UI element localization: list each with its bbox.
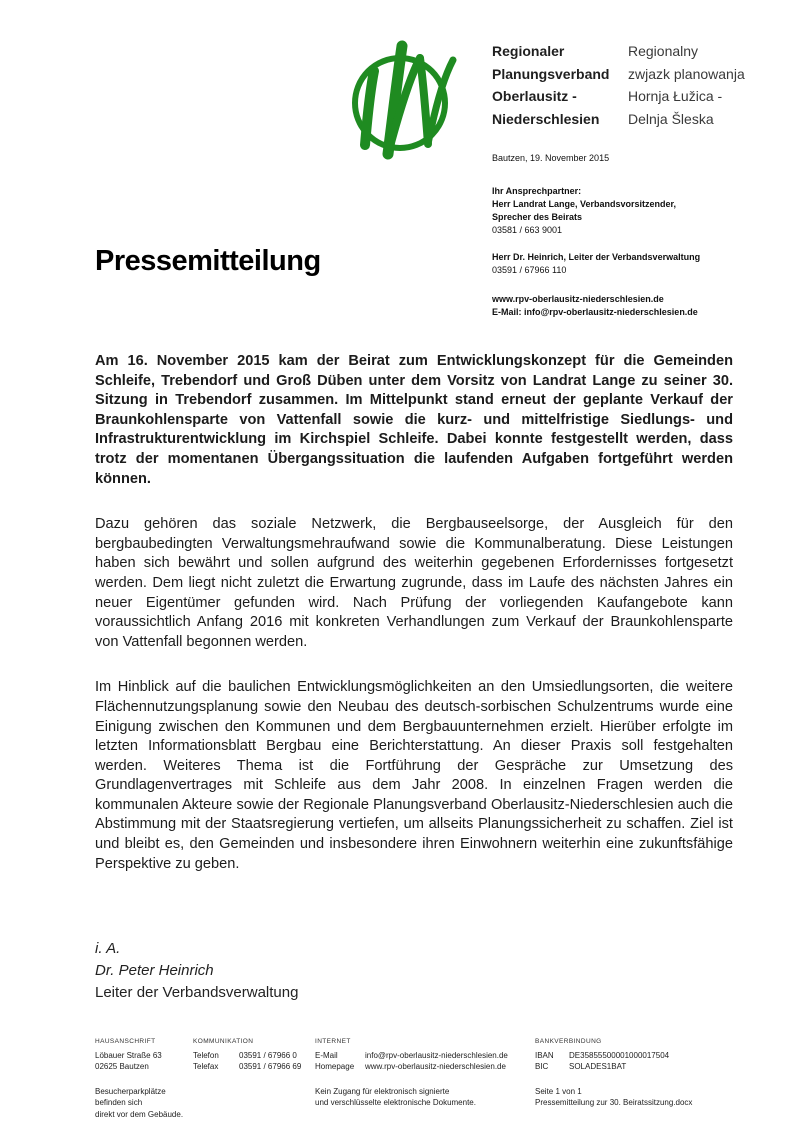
footer-bic-row bbox=[535, 1061, 765, 1073]
footer-email-value: info@rpv-oberlausitz-niederschlesien.de bbox=[365, 1050, 508, 1060]
footer-phone-key: Telefon bbox=[193, 1050, 219, 1060]
contact-person1-phone: 03581 / 663 9001 bbox=[492, 225, 563, 235]
page-title: Pressemitteilung bbox=[95, 245, 321, 277]
contact-person2-role: Herr Dr. Heinrich, Leiter der Verbandsverwaltung bbox=[492, 252, 701, 262]
footer-homepage-key: Homepage bbox=[315, 1062, 355, 1071]
footer-fax-row bbox=[193, 1061, 311, 1073]
email-address: E-Mail: info@rpv-oberlausitz-niederschlesien.de bbox=[492, 307, 698, 317]
footer-iban-row bbox=[535, 1050, 765, 1062]
footer-address-city: 02625 Bautzen bbox=[95, 1062, 149, 1071]
footer-email-key: E-Mail bbox=[315, 1050, 338, 1060]
org-sb-line: Regionalny bbox=[628, 43, 699, 59]
footer-homepage-value: www.rpv-oberlausitz-niederschlesien.de bbox=[365, 1062, 506, 1071]
org-de-line: Regionaler bbox=[492, 43, 565, 59]
footer-bank bbox=[535, 1036, 765, 1109]
footer-communication bbox=[193, 1036, 311, 1073]
paragraph-1: Am 16. November 2015 kam der Beirat zum Entwicklungskonzept für die Gemeinden Schleife, Trebendorf und Groß Düben unter dem Vorsitz von Landrat Lange zu seiner 30. Sitzung in Trebendorf zusammen. Im Mittelpunkt stand erneut der geplante Verkauf der Braunkohlensparte von Vattenfall sowie die kurz- und mittelfristige Siedlungs- und Infrastrukturentwicklung im Kirchspiel Schleife. Dabei konnte festgestellt werden, dass trotz der momentanen Übergangssituation die laufenden Aufgaben fortgeführt werden können. bbox=[95, 353, 733, 487]
footer-address-street: Löbauer Straße 63 bbox=[95, 1050, 162, 1060]
org-de-line: Planungsverband bbox=[492, 65, 610, 82]
footer-phone-value: 03591 / 67966 0 bbox=[239, 1050, 297, 1060]
footer-fax-value: 03591 / 67966 69 bbox=[239, 1062, 302, 1071]
org-name-sorbian bbox=[628, 40, 745, 130]
org-de-line: Niederschlesien bbox=[492, 110, 600, 127]
paragraph-2: Dazu gehören das soziale Netzwerk, die Bergbauseelsorge, der Ausgleich für den bergbaubedingten Verwaltungsmehraufwand sowie die Kommunalberatung. Diese Leistungen haben sich bewährt und sollen aufgrund des weiterhin gegebenen Erfordernisses fortgesetzt werden. Dem liegt nicht zuletzt die Erwartung zugrunde, dass im Laufe des nächsten Jahres ein neuer Eigentümer gefunden wird. Nach Prüfung der vorliegenden Kaufangebote kann voraussichtlich Anfang 2016 mit konkreten Verhandlungen zum Verkauf der Braunkohlensparte von Vattenfall begonnen werden. bbox=[95, 516, 733, 650]
footer-phone-row bbox=[193, 1050, 311, 1062]
footer-address-note-line: direkt vor dem Gebäude. bbox=[95, 1109, 184, 1119]
org-sb-line: zwjazk planowanja bbox=[628, 65, 745, 82]
footer-iban-key: IBAN bbox=[535, 1050, 554, 1060]
footer-bank-label: BANKVERBINDUNG bbox=[535, 1038, 602, 1045]
contact-person1-role2: Sprecher des Beirats bbox=[492, 212, 583, 222]
footer-internet bbox=[315, 1036, 530, 1109]
contact-person1-role: Herr Landrat Lange, Verbandsvorsitzender, bbox=[492, 199, 677, 209]
footer-internet-note-line: und verschlüsselte elektronische Dokumente. bbox=[315, 1098, 476, 1107]
footer-internet-note-line: Kein Zugang für elektronisch signierte bbox=[315, 1086, 450, 1096]
body-text bbox=[95, 352, 733, 900]
dateline: Bautzen, 19. November 2015 bbox=[492, 153, 610, 163]
footer-document-filename: Pressemitteilung zur 30. Beiratssitzung.docx bbox=[535, 1098, 693, 1107]
footer-bic-value: SOLADES1BAT bbox=[569, 1062, 627, 1071]
footer-address-label: HAUSANSCHRIFT bbox=[95, 1038, 156, 1045]
footer-communication-label: KOMMUNIKATION bbox=[193, 1038, 254, 1045]
footer-internet-note bbox=[315, 1086, 530, 1109]
signature-role: Leiter der Verbandsverwaltung bbox=[95, 984, 299, 1001]
contact-person2-phone: 03591 / 67966 110 bbox=[492, 265, 567, 275]
footer-address bbox=[95, 1036, 190, 1120]
footer-iban-value: DE35855500001000017504 bbox=[569, 1050, 670, 1060]
signature-name: Dr. Peter Heinrich bbox=[95, 962, 214, 979]
footer-homepage-row bbox=[315, 1061, 530, 1073]
footer-fax-key: Telefax bbox=[193, 1062, 219, 1071]
paragraph-3: Im Hinblick auf die baulichen Entwicklungsmöglichkeiten an den Umsiedlungsorten, die weitere Flächennutzungsplanung sowie den Neubau des deutsch-sorbischen Schulzentrums wurde eine Einigung zwischen den Kommunen und dem Bergbauunternehmen erzielt. Hierüber erfolgte im letzten Informationsblatt Bergbau eine Berichterstattung. An dieser Praxis soll festgehalten werden. Weiteres Thema ist die Fortführung der Gespräche zur Umsetzung des Grundlagenvertrages mit Schleife aus dem Jahr 2008. In einzelnen Fragen werden die kommunalen Akteure sowie der Regionale Planungsverband Oberlausitz-Niederschlesien auch die Abstimmung mit der Staatsregierung vertiefen, um allseits Planungssicherheit zu schaffen. Ziel ist und bleibt es, den Gemeinden und insbesondere ihren Einwohnern weiterhin eine zukunftsfähige Perspektive zu geben. bbox=[95, 679, 733, 872]
footer-internet-label: INTERNET bbox=[315, 1038, 351, 1045]
org-sb-line: Delnja Šleska bbox=[628, 110, 714, 127]
contact-block bbox=[492, 152, 700, 319]
footer-email-row bbox=[315, 1050, 530, 1062]
org-de-line: Oberlausitz - bbox=[492, 88, 577, 104]
contact-label: Ihr Ansprechpartner: bbox=[492, 186, 582, 196]
rpv-brush-w-logo-icon bbox=[343, 33, 463, 161]
footer-address-note bbox=[95, 1086, 190, 1121]
org-name-block bbox=[492, 40, 745, 130]
signature-ia: i. A. bbox=[95, 940, 121, 957]
signature-block bbox=[95, 938, 298, 1004]
footer-page-info bbox=[535, 1086, 765, 1109]
footer-bic-key: BIC bbox=[535, 1062, 549, 1071]
org-sb-line: Hornja Łužica - bbox=[628, 88, 723, 104]
footer-page-number: Seite 1 von 1 bbox=[535, 1086, 582, 1096]
org-name-german bbox=[492, 40, 614, 130]
footer-address-note-line: Besucherparkplätze befinden sich bbox=[95, 1086, 166, 1107]
website-url: www.rpv-oberlausitz-niederschlesien.de bbox=[492, 294, 664, 304]
